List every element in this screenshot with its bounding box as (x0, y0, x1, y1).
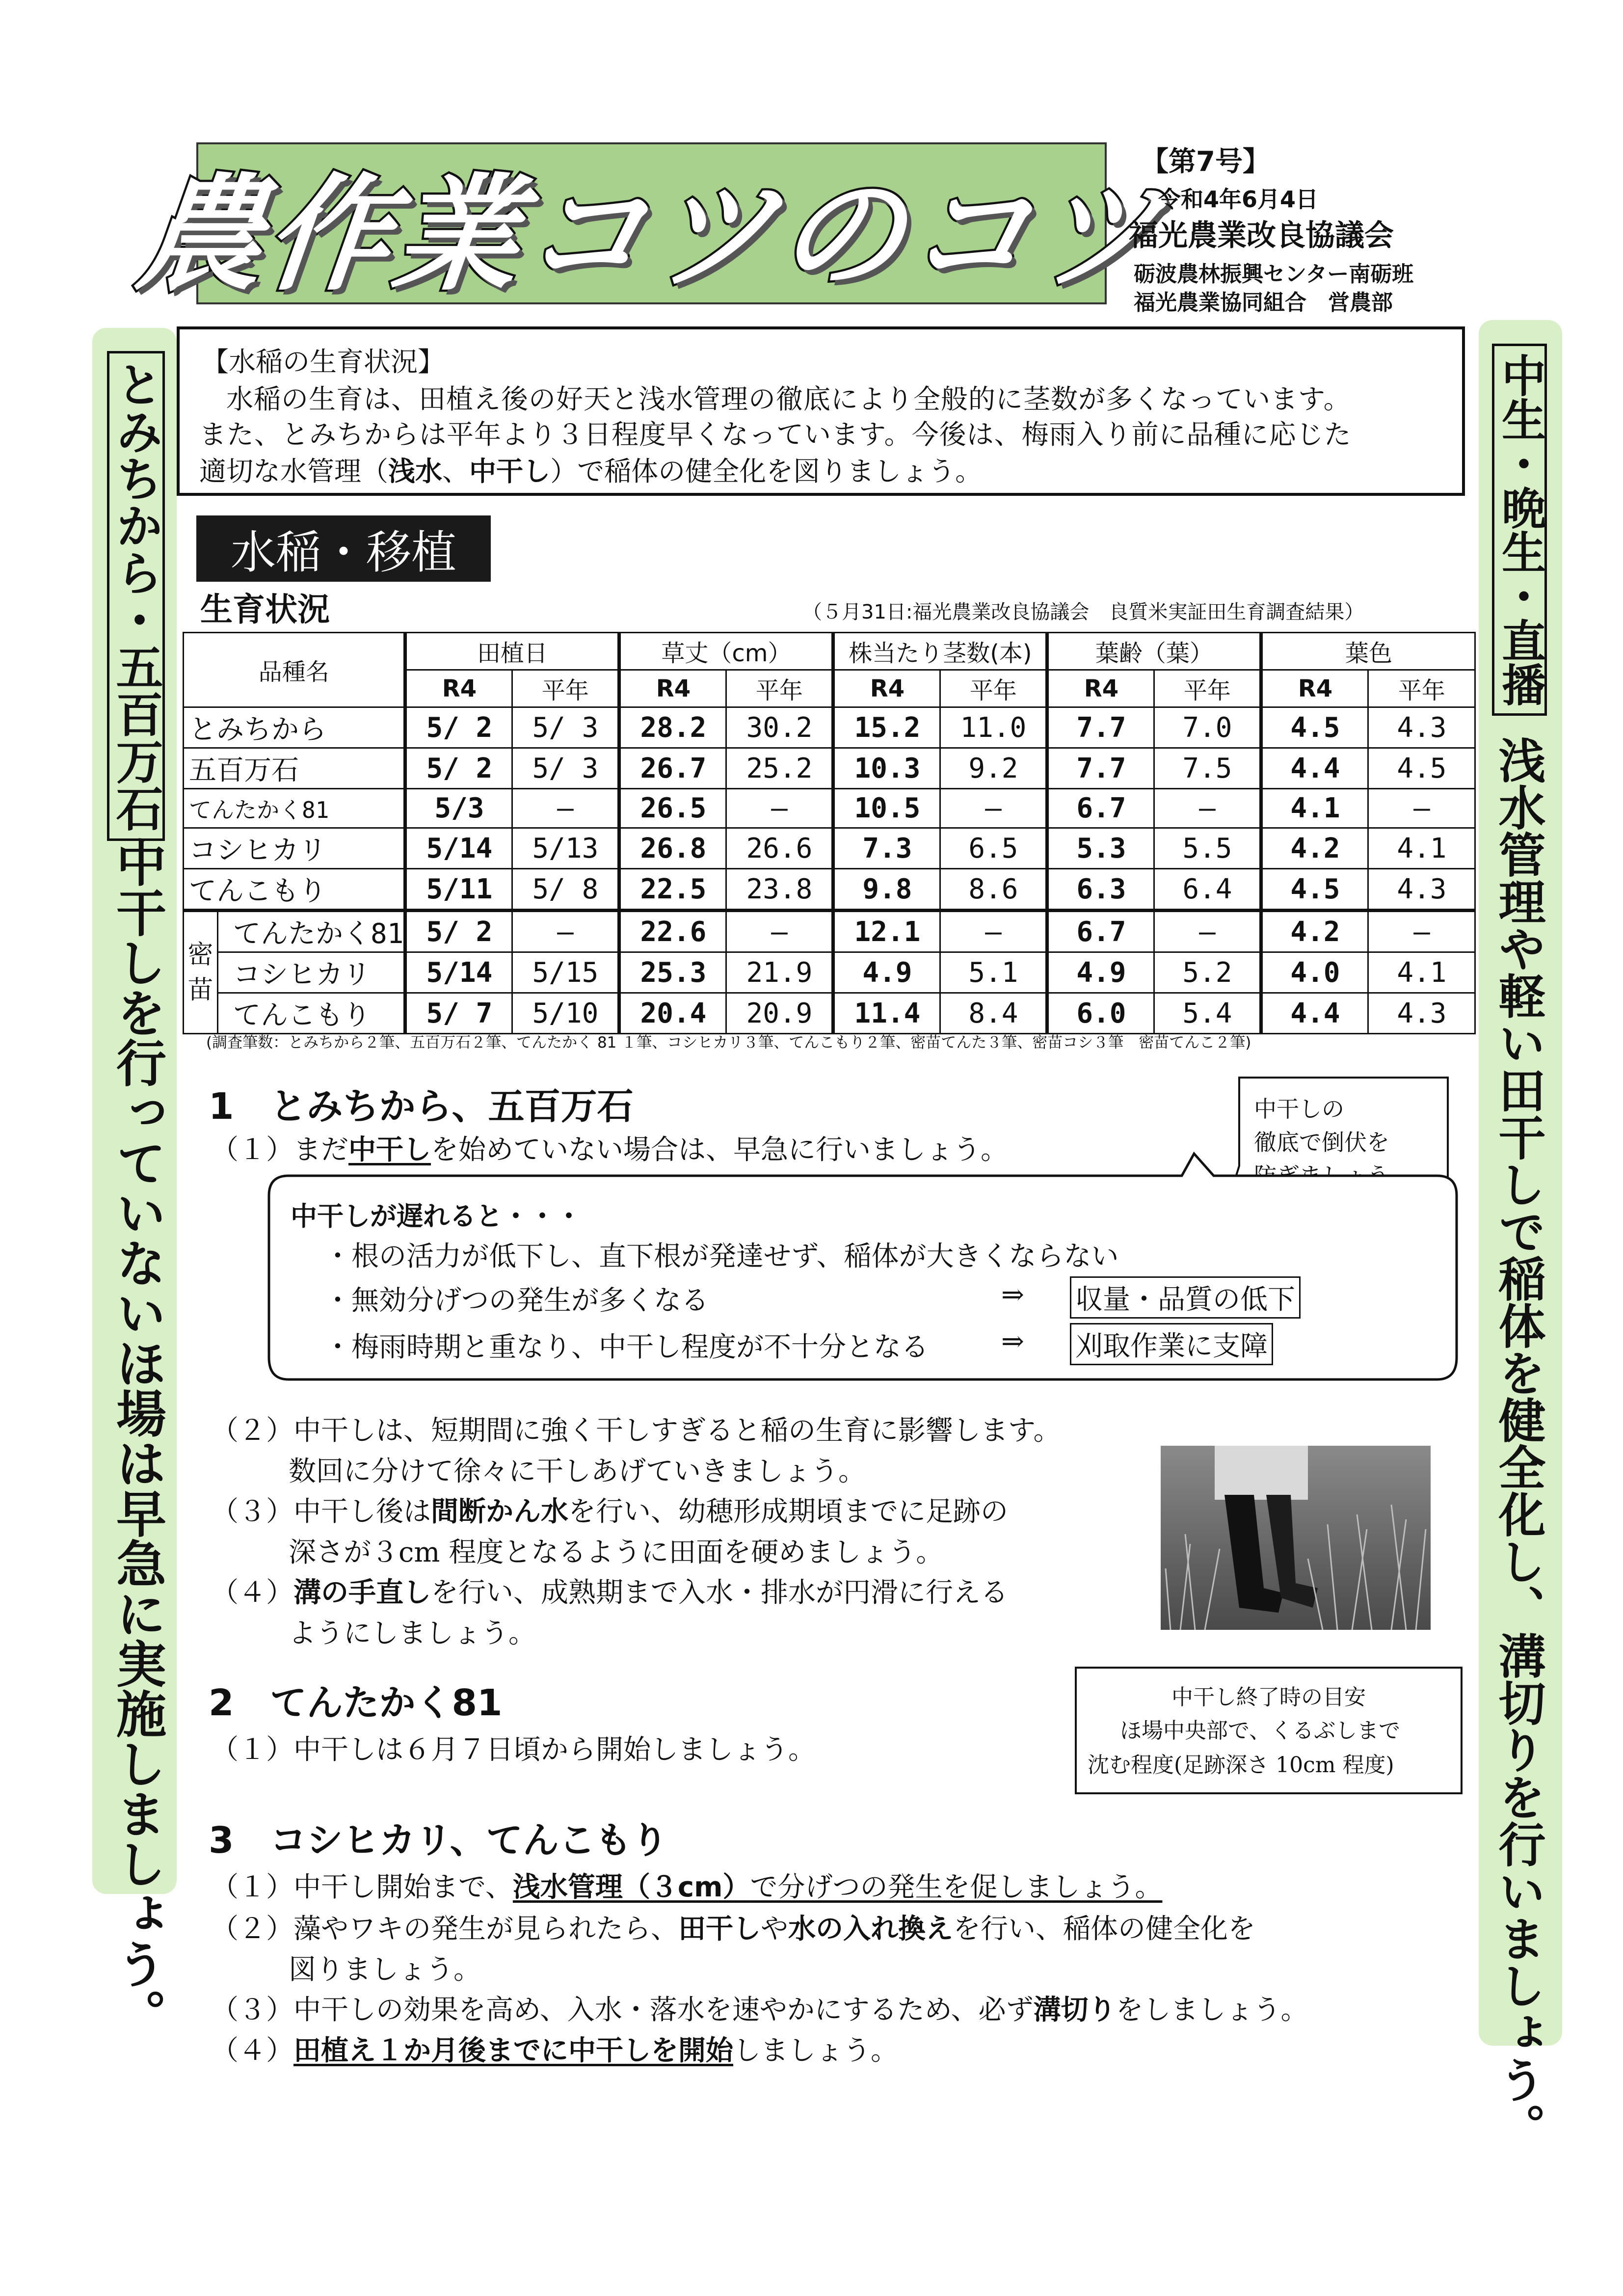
delay-result-1: 収量・品質の低下 (1070, 1276, 1301, 1319)
value-r4: 5/ 2 (405, 911, 512, 952)
value-avg: 26.6 (726, 828, 833, 869)
value-r4: 4.5 (1261, 869, 1368, 911)
section-1-heading: 1 とみちから、五百万石 (209, 1085, 634, 1128)
value-avg: 8.6 (940, 869, 1047, 911)
value-r4: 25.3 (619, 952, 726, 993)
growth-source: （５月31日:福光農業改良協議会 良質米実証田生育調査結果） (802, 601, 1364, 623)
group-header: 葉齢（葉） (1047, 633, 1261, 670)
photo-caption-title: 中干し終了時の目安 (1171, 1685, 1366, 1710)
value-r4: 7.7 (1047, 748, 1154, 789)
value-avg: 4.3 (1368, 707, 1475, 748)
group-header: 葉色 (1261, 633, 1475, 670)
value-avg: 5/15 (512, 952, 619, 993)
value-r4: 9.8 (833, 869, 940, 911)
sec1-item-1: （１）まだ中干しを始めていない場合は、早急に行いましょう。 (211, 1134, 1008, 1166)
value-r4: 6.0 (1047, 993, 1154, 1034)
photo-caption-line-2: 沈む程度(足跡深さ 10cm 程度) (1088, 1753, 1394, 1778)
left-sidebar-label: とみちから・五百万石 (107, 351, 165, 841)
table-row (184, 828, 1475, 869)
table-row (184, 993, 1475, 1034)
variety-name: てんたかく81 (184, 789, 405, 828)
newsletter-title: 農作業コツのコツ (130, 162, 1171, 308)
sec1-item-3-line-2: 深さが３cm 程度となるように田面を硬めましょう。 (289, 1537, 944, 1568)
value-r4: 7.7 (1047, 707, 1154, 748)
value-r4: 7.3 (833, 828, 940, 869)
value-r4: 4.2 (1261, 911, 1368, 952)
value-r4: 5/11 (405, 869, 512, 911)
photo-caption-box (1075, 1667, 1463, 1794)
sec3-item-1: （１）中干し開始まで、浅水管理（３cm）で分げつの発生を促しましょう。 (211, 1871, 1163, 1903)
value-r4: 26.8 (619, 828, 726, 869)
sub-header-avg: 平年 (726, 670, 833, 707)
sub-header-r4: R4 (833, 670, 940, 707)
issue-date: 令和4年6月4日 (1158, 186, 1319, 213)
value-r4: 11.4 (833, 993, 940, 1034)
value-avg: 5.2 (1154, 952, 1261, 993)
value-avg: 4.3 (1368, 869, 1475, 911)
sub-header-r4: R4 (405, 670, 512, 707)
table-row (184, 952, 1475, 993)
table-footnote: (調査筆数：とみちから２筆、五百万石２筆、てんたかく 81 １筆、コシヒカリ３筆、てんこもり２筆、密苗てんた３筆、密苗コシ３筆 密苗てんこ２筆) (206, 1034, 1251, 1052)
value-r4: 4.5 (1261, 707, 1368, 748)
value-r4: 5/3 (405, 789, 512, 828)
value-r4: 6.7 (1047, 789, 1154, 828)
sec2-item-1: （１）中干しは６月７日頃から開始しましょう。 (211, 1734, 816, 1766)
arrow-icon: ⇒ (1001, 1325, 1024, 1357)
value-avg: 20.9 (726, 993, 833, 1034)
value-avg: ― (726, 911, 833, 952)
value-avg: 7.0 (1154, 707, 1261, 748)
sec1-item-3-line-1: （３）中干し後は間断かん水を行い、幼穂形成期頃までに足跡の (211, 1496, 1008, 1528)
sec3-item-2-line-2: 図りましょう。 (289, 1954, 481, 1986)
summary-heading: 【水稲の生育状況】 (202, 346, 445, 378)
value-r4: 5/ 7 (405, 993, 512, 1034)
sub-header-avg: 平年 (1154, 670, 1261, 707)
issue-number: 【第7号】 (1141, 146, 1270, 178)
sec3-item-4: （４）田植え１か月後までに中干しを開始しましょう。 (211, 2035, 898, 2067)
sub-header-r4: R4 (619, 670, 726, 707)
value-r4: 4.4 (1261, 993, 1368, 1034)
value-r4: 10.3 (833, 748, 940, 789)
variety-header: 品種名 (184, 633, 405, 707)
value-r4: 6.3 (1047, 869, 1154, 911)
value-avg: 4.1 (1368, 828, 1475, 869)
value-r4: 5/14 (405, 828, 512, 869)
table-header-row-1 (184, 633, 1475, 670)
delay-effect-3: ・梅雨時期と重なり、中干し程度が不十分となる (324, 1331, 929, 1363)
value-r4: 4.2 (1261, 828, 1368, 869)
summary-box (177, 326, 1465, 496)
section-label: 水稲・移植 (196, 515, 491, 582)
variety-name: コシヒカリ (218, 952, 405, 993)
delay-title: 中干しが遅れると・・・ (291, 1201, 582, 1232)
left-sidebar-message: 中干しを行っていないほ場は早急に実施しましょう。 (108, 837, 166, 2039)
value-r4: 4.0 (1261, 952, 1368, 993)
title-banner (130, 142, 1171, 308)
group-header: 草丈（cm） (619, 633, 833, 670)
field-photo-image (1161, 1446, 1431, 1630)
value-r4: 5/ 2 (405, 748, 512, 789)
value-avg: 7.5 (1154, 748, 1261, 789)
mitsunae-group-label: 密苗 (184, 911, 218, 1034)
table-row (184, 911, 1475, 952)
value-r4: 5.3 (1047, 828, 1154, 869)
summary-line-2: また、とみちからは平年より３日程度早くなっています。今後は、梅雨入り前に品種に応じた (199, 419, 1352, 450)
value-avg: ― (726, 789, 833, 828)
delay-result-2: 刈取作業に支障 (1070, 1323, 1273, 1365)
value-avg: 23.8 (726, 869, 833, 911)
delay-effect-1: ・根の活力が低下し、直下根が発達せず、稲体が大きくならない (324, 1241, 1119, 1272)
value-avg: ― (512, 789, 619, 828)
value-avg: ― (1368, 789, 1475, 828)
growth-table (183, 632, 1476, 1034)
right-sidebar-message: 浅水管理や軽い田干しで稲体を健全化し、溝切りを行いましょう。 (1491, 736, 1546, 2150)
value-r4: 4.9 (1047, 952, 1154, 993)
value-avg: ― (1154, 911, 1261, 952)
value-avg: 8.4 (940, 993, 1047, 1034)
value-r4: 26.7 (619, 748, 726, 789)
value-avg: ― (940, 789, 1047, 828)
sub-header-avg: 平年 (1368, 670, 1475, 707)
publisher-name: 福光農業改良協議会 (1129, 218, 1394, 253)
callout-text: 中干しの 徹底で倒伏を (1254, 1096, 1389, 1156)
summary-line-3: 適切な水管理（浅水、中干し）で稲体の健全化を図りましょう。 (199, 456, 983, 487)
table-row (184, 869, 1475, 911)
sub-header-avg: 平年 (940, 670, 1047, 707)
value-avg: ― (1154, 789, 1261, 828)
value-r4: 22.5 (619, 869, 726, 911)
value-r4: 5/ 2 (405, 707, 512, 748)
group-header: 株当たり茎数(本) (833, 633, 1047, 670)
value-avg: 5.4 (1154, 993, 1261, 1034)
value-r4: 20.4 (619, 993, 726, 1034)
value-avg: 25.2 (726, 748, 833, 789)
delay-effect-2: ・無効分げつの発生が多くなる (324, 1285, 709, 1317)
right-sidebar-label: 中生・晩生・直播 (1492, 344, 1547, 716)
value-avg: 5.1 (940, 952, 1047, 993)
publisher-sub-2: 福光農業協同組合 営農部 (1134, 290, 1393, 315)
value-avg: 5/ 8 (512, 869, 619, 911)
table-row (184, 707, 1475, 748)
photo-caption-line-1: ほ場中央部で、くるぶしまで (1120, 1718, 1401, 1743)
sub-header-avg: 平年 (512, 670, 619, 707)
value-r4: 15.2 (833, 707, 940, 748)
value-avg: 4.3 (1368, 993, 1475, 1034)
sec1-item-2-line-1: （２）中干しは、短期間に強く干しすぎると稲の生育に影響します。 (211, 1415, 1061, 1447)
section-3-heading: 3 コシヒカリ、てんこもり (209, 1819, 668, 1862)
value-avg: 5/ 3 (512, 707, 619, 748)
growth-title: 生育状況 (200, 591, 330, 628)
variety-name: とみちから (184, 707, 405, 748)
variety-name: てんこもり (184, 869, 405, 911)
summary-line-1: 水稲の生育は、田植え後の好天と浅水管理の徹底により全般的に茎数が多くなっています。 (226, 383, 1351, 415)
table-row (184, 789, 1475, 828)
value-avg: 21.9 (726, 952, 833, 993)
sec1-item-2-line-2: 数回に分けて徐々に干しあげていきましょう。 (289, 1456, 866, 1487)
value-avg: 5.5 (1154, 828, 1261, 869)
value-avg: 4.1 (1368, 952, 1475, 993)
value-avg: 5/13 (512, 828, 619, 869)
value-r4: 22.6 (619, 911, 726, 952)
sec3-item-2-line-1: （２）藻やワキの発生が見られたら、田干しや水の入れ換えを行い、稲体の健全化を (211, 1913, 1255, 1945)
value-avg: 6.4 (1154, 869, 1261, 911)
value-avg: 6.5 (940, 828, 1047, 869)
section-2-heading: 2 てんたかく81 (209, 1682, 503, 1724)
value-avg: 4.5 (1368, 748, 1475, 789)
value-avg: 9.2 (940, 748, 1047, 789)
value-avg: ― (940, 911, 1047, 952)
variety-name: てんこもり (218, 993, 405, 1034)
sub-header-r4: R4 (1047, 670, 1154, 707)
variety-name: てんたかく81 (218, 911, 405, 952)
field-photo (1161, 1446, 1431, 1630)
variety-name: 五百万石 (184, 748, 405, 789)
variety-name: コシヒカリ (184, 828, 405, 869)
table-row (184, 748, 1475, 789)
sec3-item-3: （３）中干しの効果を高め、入水・落水を速やかにするため、必ず溝切りをしましょう。 (211, 1994, 1308, 2026)
value-r4: 4.9 (833, 952, 940, 993)
sec1-item-4-line-2: ようにしましょう。 (289, 1618, 536, 1649)
value-avg: 5/10 (512, 993, 619, 1034)
value-r4: 6.7 (1047, 911, 1154, 952)
value-r4: 28.2 (619, 707, 726, 748)
value-r4: 5/14 (405, 952, 512, 993)
value-r4: 4.1 (1261, 789, 1368, 828)
value-avg: 11.0 (940, 707, 1047, 748)
value-r4: 12.1 (833, 911, 940, 952)
value-avg: ― (1368, 911, 1475, 952)
value-r4: 4.4 (1261, 748, 1368, 789)
value-avg: ― (512, 911, 619, 952)
value-avg: 30.2 (726, 707, 833, 748)
sub-header-r4: R4 (1261, 670, 1368, 707)
group-header: 田植日 (405, 633, 619, 670)
arrow-icon: ⇒ (1001, 1279, 1024, 1311)
value-r4: 26.5 (619, 789, 726, 828)
value-r4: 10.5 (833, 789, 940, 828)
sec1-item-4-line-1: （４）溝の手直しを行い、成熟期まで入水・排水が円滑に行える (211, 1577, 1008, 1609)
publisher-sub-1: 砺波農林振興センター南砺班 (1134, 262, 1414, 287)
value-avg: 5/ 3 (512, 748, 619, 789)
